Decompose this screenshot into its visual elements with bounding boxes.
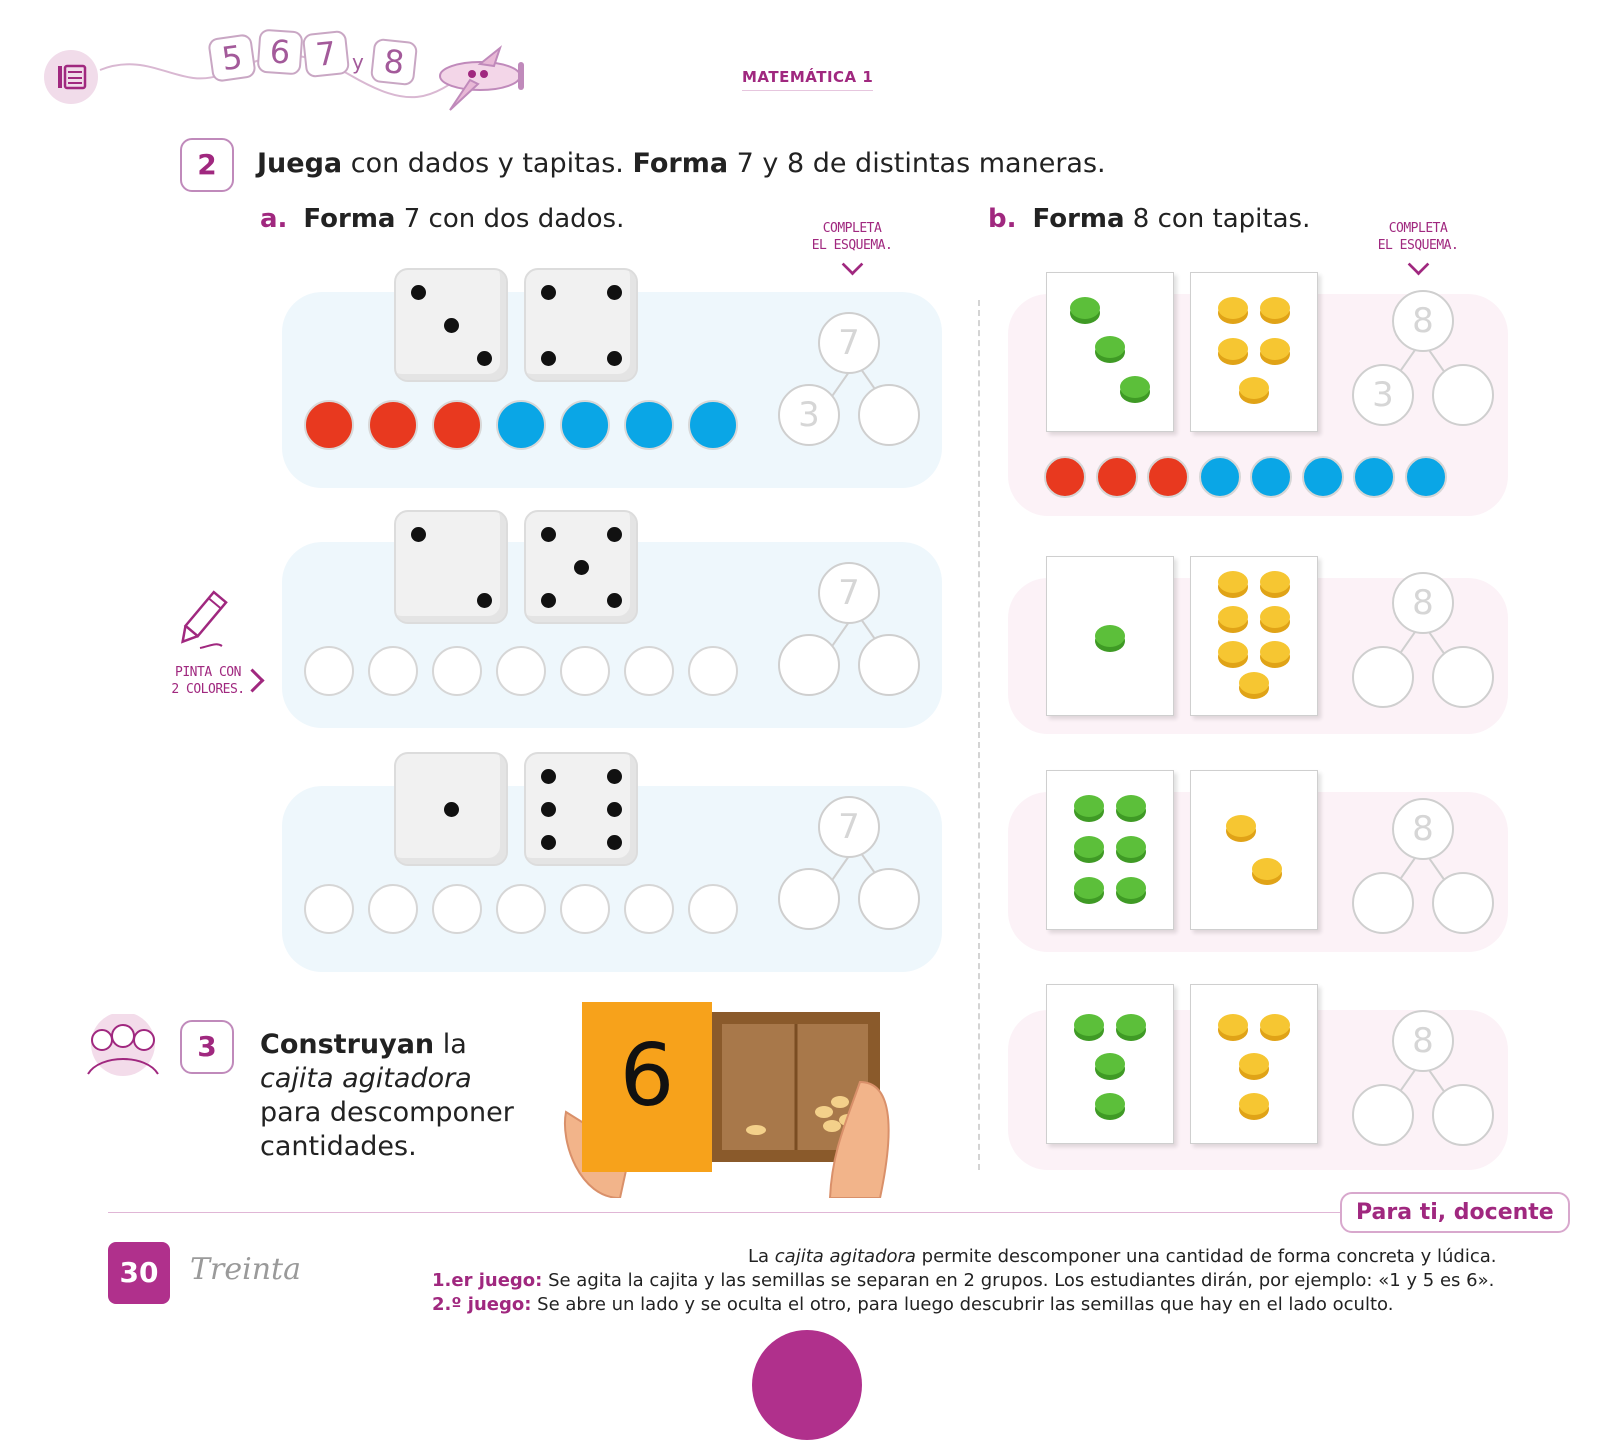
- blue-counter: [688, 400, 738, 450]
- red-counter: [1044, 456, 1086, 498]
- game-2-text: Se abre un lado y se oculta el otro, para luego descubrir las semillas que hay en el lado oculto.: [531, 1294, 1394, 1315]
- yellow-bottle-cap: [1218, 338, 1248, 360]
- yellow-bottle-cap: [1218, 571, 1248, 593]
- note-intro-italic: cajita agitadora: [774, 1246, 916, 1267]
- die-pip: [607, 769, 622, 784]
- yellow-bottle-cap: [1218, 297, 1248, 319]
- die-left: [394, 510, 508, 624]
- bond-total: 7: [818, 796, 880, 858]
- yellow-bottle-cap: [1239, 672, 1269, 694]
- yellow-bottle-cap: [1239, 1053, 1269, 1075]
- bond-right: [1432, 872, 1494, 934]
- teacher-note-intro: [748, 1246, 1496, 1267]
- subject-title: MATEMÁTICA 1: [742, 68, 873, 91]
- yellow-bottle-cap: [1260, 606, 1290, 628]
- chevron-down-icon: [841, 254, 863, 276]
- die-pip: [541, 351, 556, 366]
- ex3-text2: para descomponer: [260, 1097, 514, 1128]
- hint-complete-scheme-a: [802, 220, 902, 273]
- blue-counter: [624, 400, 674, 450]
- blue-counter: [560, 400, 610, 450]
- bond-total: 8: [1392, 572, 1454, 634]
- footer-divider: [108, 1212, 1348, 1213]
- game-2-label: 2.º juego:: [432, 1294, 532, 1315]
- pencil-icon: [170, 586, 230, 656]
- exercise-3-number: 3: [180, 1020, 234, 1074]
- red-counter: [1096, 456, 1138, 498]
- card-green-caps: [1046, 272, 1174, 432]
- bond-right: [858, 384, 920, 446]
- part-b-letter: b.: [988, 204, 1017, 234]
- teacher-note-game-1: [432, 1270, 1494, 1291]
- card-green-caps: [1046, 984, 1174, 1144]
- die-pip: [607, 802, 622, 817]
- die-pip: [541, 835, 556, 850]
- hint-line2: EL ESQUEMA.: [1377, 238, 1459, 253]
- empty-counter: [304, 884, 354, 934]
- blue-counter: [1199, 456, 1241, 498]
- die-left: [394, 752, 508, 866]
- part-b-text: 8 con tapitas.: [1124, 204, 1311, 234]
- yellow-bottle-cap: [1218, 606, 1248, 628]
- die-right: [524, 752, 638, 866]
- yellow-bottle-cap: [1226, 815, 1256, 837]
- green-bottle-cap: [1095, 625, 1125, 647]
- die-pip: [541, 527, 556, 542]
- green-bottle-cap: [1116, 795, 1146, 817]
- heading-text-1: con dados y tapitas.: [342, 148, 633, 179]
- green-bottle-cap: [1116, 877, 1146, 899]
- die-pip: [541, 769, 556, 784]
- blue-counter: [1302, 456, 1344, 498]
- green-bottle-cap: [1095, 1093, 1125, 1115]
- page-number-word: Treinta: [190, 1252, 301, 1287]
- bond-left: [1352, 646, 1414, 708]
- die-pip: [607, 835, 622, 850]
- part-a-bold: Forma: [303, 204, 396, 234]
- card-green-caps: [1046, 556, 1174, 716]
- card-yellow-caps: [1190, 272, 1318, 432]
- ex3-text1: la: [434, 1029, 467, 1060]
- empty-counter: [496, 884, 546, 934]
- ribbon-number-6: 6: [257, 29, 304, 76]
- card-yellow-caps: [1190, 770, 1318, 930]
- die-pip: [607, 593, 622, 608]
- empty-counter: [432, 884, 482, 934]
- die-pip: [411, 527, 426, 542]
- yellow-bottle-cap: [1260, 338, 1290, 360]
- bond-total: 7: [818, 312, 880, 374]
- ribbon-number-7: 7: [302, 30, 350, 78]
- heading-bold-forma: Forma: [632, 148, 729, 179]
- empty-counter: [624, 646, 674, 696]
- game-1-label: 1.er juego:: [432, 1270, 543, 1291]
- red-counter: [432, 400, 482, 450]
- green-bottle-cap: [1116, 1014, 1146, 1036]
- part-a-text: 7 con dos dados.: [395, 204, 625, 234]
- teacher-note-game-2: [432, 1294, 1393, 1315]
- note-intro-2: permite descomponer una cantidad de forma concreta y lúdica.: [915, 1246, 1497, 1267]
- page-tab-decoration: [752, 1330, 862, 1440]
- die-pip: [541, 593, 556, 608]
- bond-total: 8: [1392, 798, 1454, 860]
- bond-right: [1432, 364, 1494, 426]
- game-1-text: Se agita la cajita y las semillas se separan en 2 grupos. Los estudiantes dirán, por ejemplo: «1 y 5 es 6».: [542, 1270, 1495, 1291]
- die-pip: [574, 560, 589, 575]
- note-intro-1: La: [748, 1246, 775, 1267]
- airplane-icon: [430, 44, 530, 114]
- die-pip: [411, 285, 426, 300]
- card-yellow-caps: [1190, 984, 1318, 1144]
- yellow-bottle-cap: [1260, 1014, 1290, 1036]
- die-pip: [607, 527, 622, 542]
- shaker-box-number: 6: [619, 1026, 675, 1126]
- blue-counter: [1405, 456, 1447, 498]
- empty-counter: [432, 646, 482, 696]
- bond-left: 3: [1352, 364, 1414, 426]
- hint-line1: COMPLETA: [822, 221, 882, 236]
- green-bottle-cap: [1120, 376, 1150, 398]
- ribbon-connector: y: [352, 50, 364, 74]
- red-counter: [304, 400, 354, 450]
- green-bottle-cap: [1095, 336, 1125, 358]
- yellow-bottle-cap: [1239, 1093, 1269, 1115]
- empty-counter: [368, 646, 418, 696]
- exercise-3-text: [260, 1028, 540, 1164]
- blue-counter: [1250, 456, 1292, 498]
- exercise-2-number: 2: [180, 138, 234, 192]
- die-pip: [477, 351, 492, 366]
- red-counter: [368, 400, 418, 450]
- bond-total: 7: [818, 562, 880, 624]
- hint-complete-scheme-b: [1368, 220, 1468, 273]
- die-pip: [541, 802, 556, 817]
- die-pip: [541, 285, 556, 300]
- die-pip: [607, 285, 622, 300]
- heading-bold-juega: Juega: [257, 148, 343, 179]
- green-bottle-cap: [1095, 1053, 1125, 1075]
- bond-left: 3: [778, 384, 840, 446]
- bond-left: [778, 868, 840, 930]
- bond-left: [1352, 872, 1414, 934]
- ribbon-number-8: 8: [370, 38, 418, 86]
- empty-counter: [688, 646, 738, 696]
- teacher-note-tag: Para ti, docente: [1340, 1192, 1570, 1233]
- ribbon-number-5: 5: [207, 33, 257, 83]
- children-group-icon: [80, 1014, 166, 1084]
- yellow-bottle-cap: [1260, 571, 1290, 593]
- blue-counter: [1353, 456, 1395, 498]
- part-b-bold: Forma: [1032, 204, 1125, 234]
- bond-total: 8: [1392, 290, 1454, 352]
- paint-two-colors-hint: [168, 664, 248, 698]
- empty-counter: [624, 884, 674, 934]
- empty-counter: [560, 884, 610, 934]
- die-right: [524, 510, 638, 624]
- green-bottle-cap: [1074, 1014, 1104, 1036]
- exercise-2-heading: [257, 148, 1106, 179]
- empty-counter: [688, 884, 738, 934]
- heading-text-2: 7 y 8 de distintas maneras.: [728, 148, 1106, 179]
- die-pip: [444, 318, 459, 333]
- green-bottle-cap: [1074, 836, 1104, 858]
- die-pip: [607, 351, 622, 366]
- bond-right: [858, 634, 920, 696]
- column-divider: [978, 300, 980, 1170]
- hint-line1: COMPLETA: [1388, 221, 1448, 236]
- yellow-bottle-cap: [1252, 858, 1282, 880]
- die-left: [394, 268, 508, 382]
- hint-line2: EL ESQUEMA.: [811, 238, 893, 253]
- blue-counter: [496, 400, 546, 450]
- green-bottle-cap: [1116, 836, 1146, 858]
- yellow-bottle-cap: [1260, 297, 1290, 319]
- bond-right: [1432, 646, 1494, 708]
- paint-hint-line1: PINTA CON: [175, 665, 241, 680]
- ex3-italic: cajita agitadora: [260, 1063, 472, 1094]
- empty-counter: [368, 884, 418, 934]
- part-a-letter: a.: [260, 204, 288, 234]
- paint-hint-line2: 2 COLORES.: [171, 682, 245, 697]
- part-b-heading: [988, 204, 1310, 234]
- card-green-caps: [1046, 770, 1174, 930]
- empty-counter: [560, 646, 610, 696]
- yellow-bottle-cap: [1218, 641, 1248, 663]
- page-number: 30: [108, 1242, 170, 1304]
- card-yellow-caps: [1190, 556, 1318, 716]
- bond-right: [858, 868, 920, 930]
- empty-counter: [496, 646, 546, 696]
- yellow-bottle-cap: [1239, 377, 1269, 399]
- red-counter: [1147, 456, 1189, 498]
- ex3-bold: Construyan: [260, 1029, 435, 1060]
- yellow-bottle-cap: [1218, 1014, 1248, 1036]
- chevron-down-icon: [1407, 254, 1429, 276]
- bond-right: [1432, 1084, 1494, 1146]
- green-bottle-cap: [1074, 877, 1104, 899]
- yellow-bottle-cap: [1260, 641, 1290, 663]
- part-a-heading: [260, 204, 624, 234]
- bond-total: 8: [1392, 1010, 1454, 1072]
- empty-counter: [304, 646, 354, 696]
- bond-left: [778, 634, 840, 696]
- green-bottle-cap: [1070, 297, 1100, 319]
- die-pip: [444, 802, 459, 817]
- die-pip: [477, 593, 492, 608]
- green-bottle-cap: [1074, 795, 1104, 817]
- die-right: [524, 268, 638, 382]
- ex3-text3: cantidades.: [260, 1131, 417, 1162]
- bond-left: [1352, 1084, 1414, 1146]
